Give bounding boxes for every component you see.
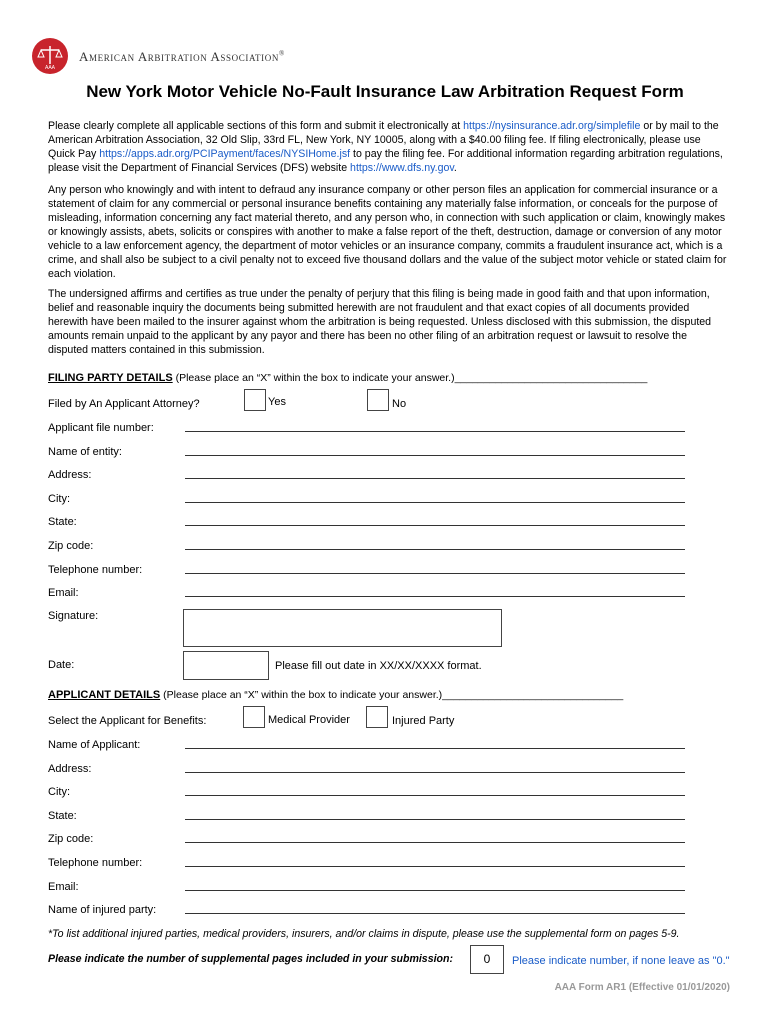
filing-field-line[interactable]	[185, 573, 685, 574]
fraud-warning-paragraph: Any person who knowingly and with intent to defraud any insurance company or other person files an application for commercial insurance or a statement of claim for any commercial or personal insurance benefits containing any materially false information, or conceals for the purpose of misleading, information concerning any fact material thereto, and any person who, in connection with such application or claim, knowingly makes or knowingly assists, abets, solicits or conspires with another to make a false report of the theft, destruction, damage or conversion of any motor vehicle to a law enforcement agency, the department of motor vehicles or an insurance company, commits a fraudulent insurance act, which is a crime, and shall also be subject to a civil penalty not to exceed five thousand dollars and the value of the subject motor vehicle or stated claim for each violation.	[48, 184, 727, 280]
applicant-field-label: State:	[48, 809, 77, 822]
applicant-field-line[interactable]	[185, 866, 685, 867]
filing-field-label: Telephone number:	[48, 563, 143, 576]
applicant-field-line[interactable]	[185, 795, 685, 796]
medical-provider-label: Medical Provider	[268, 714, 350, 726]
injured-party-label: Injured Party	[392, 715, 455, 727]
filing-party-heading: FILING PARTY DETAILS (Please place an “X” within the box to indicate your answer.)_________________________________	[48, 372, 648, 384]
simplefile-link[interactable]: https://nysinsurance.adr.org/simplefile	[463, 120, 641, 132]
applicant-select-label: Select the Applicant for Benefits:	[48, 715, 207, 727]
filing-field-line[interactable]	[185, 431, 685, 432]
quickpay-link[interactable]: https://apps.adr.org/PCIPayment/faces/NYSIHome.jsf	[99, 148, 351, 160]
aaa-logo	[32, 38, 68, 74]
filing-field-label: Zip code:	[48, 540, 94, 552]
applicant-field-line[interactable]	[185, 748, 685, 749]
form-footer: AAA Form AR1 (Effective 01/01/2020)	[554, 982, 730, 993]
filing-field-label: City:	[48, 492, 70, 505]
applicant-field-label: Name of Applicant:	[48, 739, 141, 751]
dfs-link[interactable]: https://www.dfs.ny.gov	[350, 162, 454, 174]
applicant-field-line[interactable]	[185, 842, 685, 843]
applicant-field-line[interactable]	[185, 819, 685, 820]
applicant-field-line[interactable]	[185, 772, 685, 773]
attorney-no-label: No	[392, 398, 407, 410]
filing-field-line[interactable]	[185, 455, 685, 456]
supplemental-hint: Please indicate number, if none leave as "0."	[512, 955, 730, 967]
applicant-details-heading: APPLICANT DETAILS (Please place an “X” within the box to indicate your answer.)_______________________________	[48, 689, 624, 701]
date-field[interactable]	[183, 651, 269, 680]
attorney-yes-checkbox[interactable]	[244, 389, 266, 411]
signature-label: Signature:	[48, 610, 99, 622]
applicant-field-line[interactable]	[185, 890, 685, 891]
applicant-field-label: Address:	[48, 762, 92, 775]
filing-field-label: State:	[48, 516, 77, 529]
applicant-field-label: Name of injured party:	[48, 904, 157, 917]
intro-paragraph-1: Please clearly complete all applicable sections of this form and submit it electronically at https://nysinsurance.adr.org/simplefile or by mail to the American Arbitration Association, 32 Old Slip, 33rd FL, New York, NY 10005, along with a $40.00 filing fee. If filing electronically, please use Quick Pay https://apps.adr.org/PCIPayment/faces/NYSIHome.jsf to pay the filing fee. For additional information regarding arbitration regulations, please visit the Department of Financial Services (DFS) website https://www.dfs.ny.gov.	[48, 120, 723, 174]
filing-field-line[interactable]	[185, 525, 685, 526]
attorney-yes-label: Yes	[268, 396, 286, 408]
filing-field-line[interactable]	[185, 478, 685, 479]
filing-field-label: Email:	[48, 587, 79, 600]
logo-text: AAA	[44, 65, 56, 71]
date-label: Date:	[48, 659, 75, 671]
supplemental-question: Please indicate the number of supplemental pages included in your submission:	[48, 953, 453, 965]
injured-party-checkbox[interactable]	[366, 706, 388, 728]
attorney-question-label: Filed by An Applicant Attorney?	[48, 398, 200, 410]
supplemental-note: *To list additional injured parties, medical providers, insurers, and/or claims in dispute, please use the supplemental form on pages 5-9.	[48, 928, 680, 940]
filing-field-label: Address:	[48, 469, 92, 482]
signature-field[interactable]	[183, 609, 502, 647]
filing-field-line[interactable]	[185, 549, 685, 550]
form-title: New York Motor Vehicle No-Fault Insurance Law Arbitration Request Form	[86, 82, 684, 101]
applicant-field-label: City:	[48, 786, 70, 799]
supplemental-pages-input[interactable]: 0	[470, 945, 504, 974]
applicant-field-label: Zip code:	[48, 833, 94, 846]
filing-field-line[interactable]	[185, 596, 685, 597]
filing-field-label: Name of entity:	[48, 445, 122, 458]
filing-field-line[interactable]	[185, 502, 685, 503]
applicant-field-line[interactable]	[185, 913, 685, 914]
certification-paragraph: The undersigned affirms and certifies as true under the penalty of perjury that this filing is being made in good faith and that upon information, belief and reasonable inquiry the documents being submitted herewith are not fraudulent and that exact copies of all documents provided herewith have been mailed to the insurer against whom the arbitration is being requested. Unless disclosed with this submission, the disputed amounts remain unpaid to the applicant by any payor and there has been no other filing of an arbitration request or lawsuit to resolve the disputed matters contained in this submission.	[48, 288, 712, 356]
filing-field-label: Applicant file number:	[48, 422, 154, 434]
attorney-no-checkbox[interactable]	[367, 389, 389, 411]
applicant-field-label: Telephone number:	[48, 857, 143, 869]
scales-icon	[32, 38, 68, 74]
date-format-hint: Please fill out date in XX/XX/XXXX format.	[275, 660, 482, 672]
medical-provider-checkbox[interactable]	[243, 706, 265, 728]
org-name: American Arbitration Association®	[79, 49, 285, 64]
applicant-field-label: Email:	[48, 880, 79, 893]
